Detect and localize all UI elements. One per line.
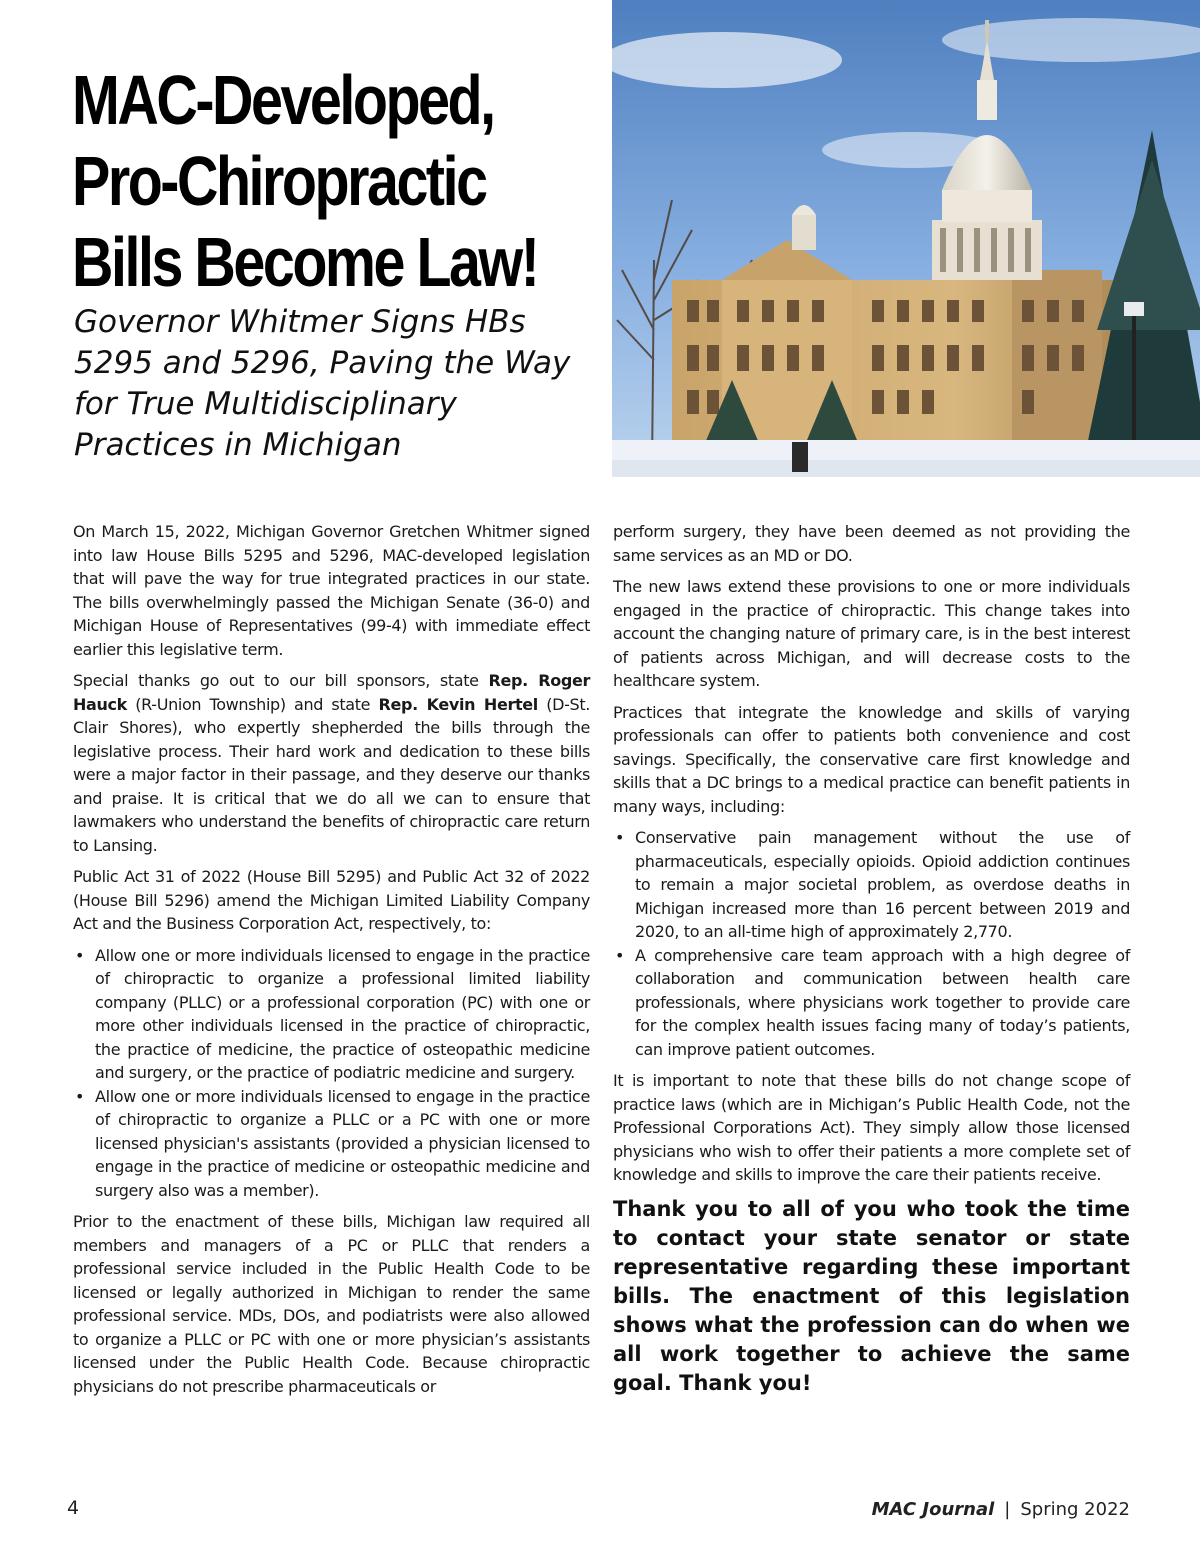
sponsor-name: Rep. Kevin Hertel bbox=[378, 694, 538, 714]
headline-line-3: Bills Become Law! bbox=[72, 223, 538, 301]
article-column-right bbox=[613, 520, 1130, 1406]
thank-you-callout: Thank you to all of you who took the time to contact your state senator or state representative regarding these important bills. The enactment of this legislation shows what the profession can do when we all work together to achieve the same goal. Thank you! bbox=[613, 1196, 1130, 1395]
paragraph: It is important to note that these bills do not change scope of practice laws (which are in Michigan’s Public Health Code, not the Professional Corporations Act). They simply allow those licensed physicians who wish to offer their patients a more complete set of knowledge and skills to improve the care their patients receive. bbox=[613, 1071, 1130, 1184]
article-column-left bbox=[73, 520, 590, 1406]
headline-line-1: MAC-Developed, bbox=[72, 61, 494, 139]
list-item bbox=[613, 826, 1130, 944]
text-run: (R-Union Township) and state bbox=[126, 694, 379, 714]
list-item-text: Allow one or more individuals licensed to engage in the practice of chiropractic to organize a professional limited liability company (PLLC) or a professional corporation (PC) with one or more other individuals licensed in the practice of chiropractic, the practice of medicine, the practice of osteopathic medicine and surgery, or the practice of podiatric medicine and surgery. bbox=[95, 945, 590, 1082]
bullet-list bbox=[73, 944, 590, 1203]
subheadline bbox=[74, 302, 594, 466]
paragraph: perform surgery, they have been deemed as not providing the same services as an MD or DO. bbox=[613, 522, 1130, 565]
page-number: 4 bbox=[67, 1497, 80, 1519]
bullet-icon: • bbox=[615, 945, 625, 965]
list-item-text: Conservative pain management without the use of pharmaceuticals, especially opioids. Opioid addiction continues to remain a major societal problem, as overdose deaths in Michigan increased more than 16 percent between 2019 and 2020, to an all-time high of approximately 2,770. bbox=[635, 828, 1130, 941]
sponsor-name: Rep. Roger Hauck bbox=[73, 671, 590, 714]
footer-separator: | bbox=[1004, 1499, 1011, 1520]
text-run: Special thanks go out to our bill sponsors, state bbox=[73, 671, 489, 690]
list-item bbox=[73, 1085, 590, 1203]
capitol-illustration bbox=[612, 0, 1200, 477]
paragraph: On March 15, 2022, Michigan Governor Gretchen Whitmer signed into law House Bills 5295 and 5296, MAC-developed legislation that will pave the way for true integrated practices in our state. The bills overwhelmingly passed the Michigan Senate (36-0) and Michigan House of Representatives (99-4) with immediate effect earlier this legislative term. bbox=[73, 522, 590, 659]
list-item-text: A comprehensive care team approach with a high degree of collaboration and communication between health care professionals, where physicians work together to provide care for the complex health issues facing many of today’s patients, can improve patient outcomes. bbox=[635, 945, 1130, 1059]
list-item bbox=[613, 944, 1130, 1062]
subhead-line-2: 5295 and 5296, Paving the Way bbox=[74, 345, 571, 381]
issue-label: Spring 2022 bbox=[1020, 1499, 1130, 1520]
paragraph: The new laws extend these provisions to one or more individuals engaged in the practice of chiropractic. This change takes into account the changing nature of primary care, is in the best interest of patients across Michigan, and will decrease costs to the healthcare system. bbox=[613, 577, 1130, 690]
list-item-text: Allow one or more individuals licensed to engage in the practice of chiropractic to organize a PLLC or a PC with one or more licensed physician's assistants (provided a physician licensed to engage in the practice of medicine or osteopathic medicine and surgery also was a member). bbox=[95, 1086, 590, 1200]
headline-line-2: Pro-Chiropractic bbox=[72, 142, 486, 220]
bullet-icon: • bbox=[615, 828, 625, 847]
subhead-line-4: Practices in Michigan bbox=[74, 427, 402, 463]
text-run: (D-St. Clair Shores), who expertly shepherded the bills through the legislative process. Their hard work and dedication to these bills were a major factor in their passage, and they deserve our thanks and praise. It is critical that we do all we can to ensure that lawmakers who understand the benefits of chiropractic care return to Lansing. bbox=[73, 694, 590, 855]
bullet-icon: • bbox=[75, 945, 85, 965]
paragraph-sponsors bbox=[73, 669, 590, 857]
capitol-photo bbox=[612, 0, 1200, 477]
bullet-icon: • bbox=[75, 1086, 85, 1106]
paragraph: Public Act 31 of 2022 (House Bill 5295) and Public Act 32 of 2022 (House Bill 5296) amend the Michigan Limited Liability Company Act and the Business Corporation Act, respectively, to: bbox=[73, 867, 590, 933]
footer bbox=[872, 1499, 1130, 1520]
headline bbox=[72, 60, 538, 303]
subhead-line-1: Governor Whitmer Signs HBs bbox=[74, 304, 526, 340]
paragraph: Prior to the enactment of these bills, Michigan law required all members and managers of a PC or PLLC that renders a professional service included in the Public Health Code to be licensed or legally authorized in Michigan to render the same professional service. MDs, DOs, and podiatrists were also allowed to organize a PLLC or PC with one or more physician’s assistants licensed under the Public Health Code. Because chiropractic physicians do not prescribe pharmaceuticals or bbox=[73, 1212, 590, 1396]
list-item bbox=[73, 944, 590, 1085]
journal-name: MAC Journal bbox=[871, 1499, 995, 1520]
paragraph: Practices that integrate the knowledge and skills of varying professionals can offer to patients both convenience and cost savings. Specifically, the conservative care first knowledge and skills that a DC brings to a medical practice can benefit patients in many ways, including: bbox=[613, 702, 1130, 816]
subhead-line-3: for True Multidisciplinary bbox=[74, 386, 457, 422]
bullet-list bbox=[613, 826, 1130, 1061]
